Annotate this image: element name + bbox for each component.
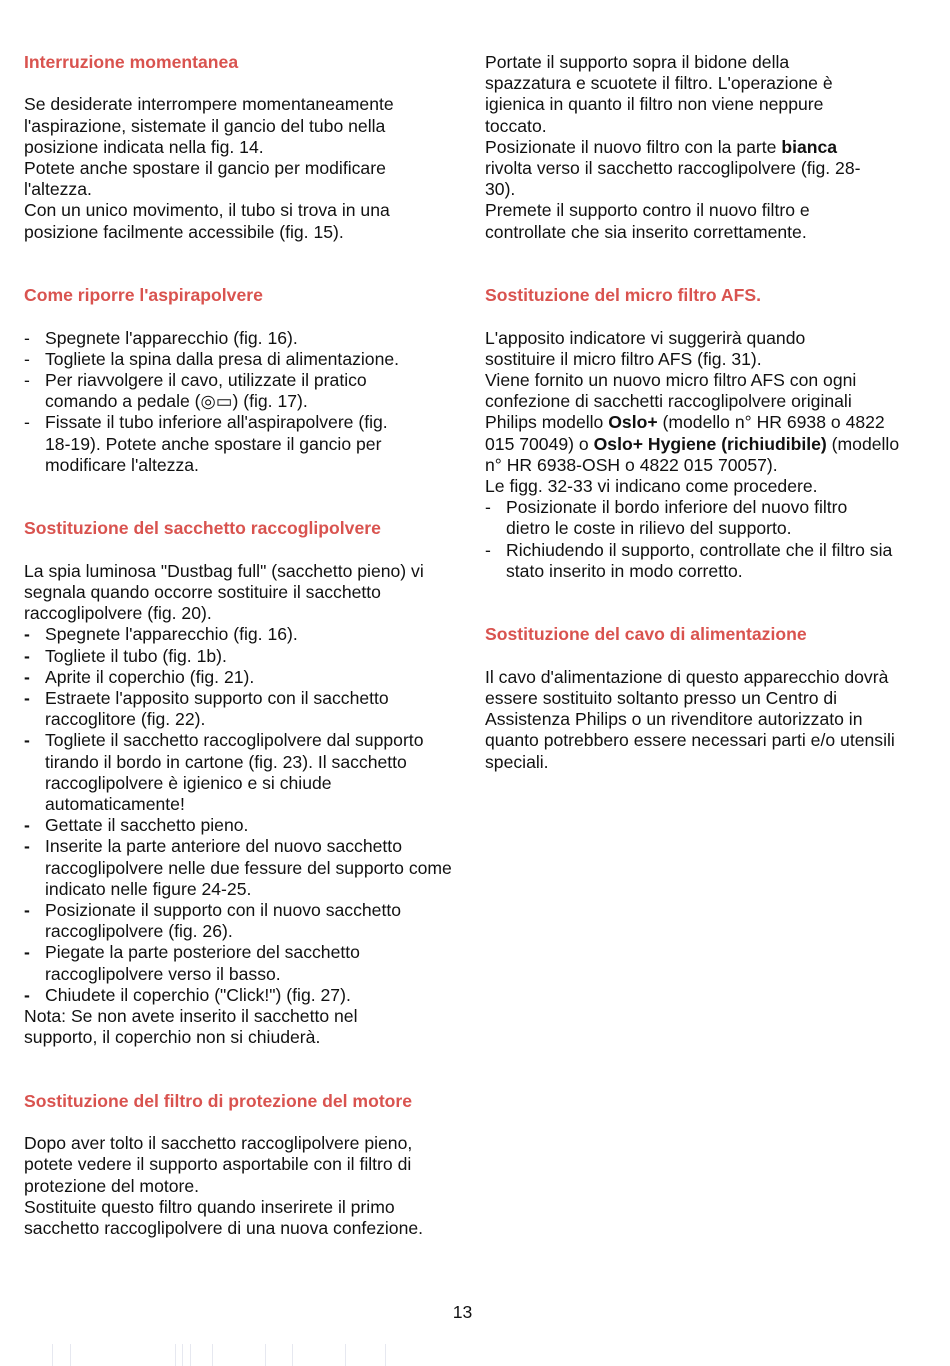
divider <box>292 1344 293 1366</box>
list-item: - Fissate il tubo inferiore all'aspirapolvere (fig. 18-19). Potete anche spostare il gancio per modificare l'altezza. <box>24 412 388 475</box>
list-item: - Gettate il sacchetto pieno. <box>24 815 249 836</box>
list-item: - Aprite il coperchio (fig. 21). <box>24 666 255 687</box>
paragraph: Con un unico movimento, il tubo si trova in una posizione facilmente accessibile (fig. 15). <box>24 200 390 242</box>
heading-filtro-motore: Sostituzione del filtro di protezione del motore <box>24 1090 413 1111</box>
paragraph: L'apposito indicatore vi suggerirà quando sostituire il micro filtro AFS (fig. 31). <box>485 327 806 369</box>
divider <box>212 1344 213 1366</box>
paragraph: Potete anche spostare il gancio per modificare l'altezza. <box>24 158 386 200</box>
divider <box>175 1344 176 1366</box>
divider <box>385 1344 386 1366</box>
paragraph: Portate il supporto sopra il bidone della spazzatura e scuotete il filtro. L'operazione è igienica in quanto il filtro non viene neppure toccato. <box>485 52 833 136</box>
paragraph: Il cavo d'alimentazione di questo apparecchio dovrà essere sostituito soltanto presso un Centro di Assistenza Philips o un rivenditore autorizzato in quanto potrebbero essere necessari parti e/o utensili speciali. <box>485 666 895 772</box>
divider <box>345 1344 346 1366</box>
list-item: - Per riavvolgere il cavo, utilizzate il pratico comando a pedale (◎▭) (fig. 17). <box>24 370 367 412</box>
emphasis: Oslo+ <box>608 412 658 433</box>
paragraph: La spia luminosa "Dustbag full" (sacchetto pieno) vi segnala quando occorre sostituire il sacchetto raccoglipolvere (fig. 20). <box>24 560 424 624</box>
list-item: - Piegate la parte posteriore del sacchetto raccoglipolvere verso il basso. <box>24 942 360 984</box>
divider <box>70 1344 71 1366</box>
note: Nota: Se non avete inserito il sacchetto nel supporto, il coperchio non si chiuderà. <box>24 1006 358 1048</box>
emphasis: bianca <box>781 136 838 157</box>
heading-micro-filtro: Sostituzione del micro filtro AFS. <box>485 285 761 306</box>
list-item: - Spegnete l'apparecchio (fig. 16). <box>24 327 298 348</box>
heading-sacchetto: Sostituzione del sacchetto raccoglipolvere <box>24 518 381 539</box>
list <box>485 497 895 582</box>
heading-riporre: Come riporre l'aspirapolvere <box>24 285 263 306</box>
divider <box>265 1344 266 1366</box>
heading-cavo: Sostituzione del cavo di alimentazione <box>485 624 807 645</box>
paragraph: Sostituite questo filtro quando inserirete il primo sacchetto raccoglipolvere di una nuova confezione. <box>24 1196 424 1239</box>
paragraph: Premete il supporto contro il nuovo filtro e controllate che sia inserito correttamente. <box>485 200 810 242</box>
emphasis: Oslo+ Hygiene (richiudibile) <box>593 433 827 454</box>
list-item: - Togliete il tubo (fig. 1b). <box>24 645 227 666</box>
divider <box>52 1344 53 1366</box>
list-item: - Posizionate il supporto con il nuovo sacchetto raccoglipolvere (fig. 26). <box>24 900 401 942</box>
page-number: 13 <box>452 1302 473 1322</box>
paragraph: Le figg. 32-33 vi indicano come procedere. <box>485 476 818 497</box>
paragraph: Dopo aver tolto il sacchetto raccoglipolvere pieno, potete vedere il supporto asportabile con il filtro di protezione del motore. <box>24 1133 413 1196</box>
list <box>24 624 452 1006</box>
list-item: - Richiudendo il supporto, controllate che il filtro sia stato inserito in modo corretto. <box>485 539 893 581</box>
list-item: - Togliete il sacchetto raccoglipolvere dal supporto tirando il bordo in cartone (fig. 23). Il sacchetto raccoglipolvere è igienico e si chiude automaticamente! <box>24 730 424 815</box>
paragraph: Viene fornito un nuovo micro filtro AFS con ogni confezione di sacchetti raccoglipolvere originali Philips modello Oslo+ (modello n° HR 6938 o 4822 015 70049) o Oslo+ Hygiene (richiudibile) (modello n° HR 6938-OSH o 4822 015 70057). <box>485 370 900 475</box>
list-item: - Spegnete l'apparecchio (fig. 16). <box>24 624 298 645</box>
right-column <box>485 52 925 773</box>
list-item: - Estraete l'apposito supporto con il sacchetto raccoglitore (fig. 22). <box>24 688 389 730</box>
list-item: - Inserite la parte anteriore del nuovo sacchetto raccoglipolvere nelle due fessure del supporto come indicato nelle figure 24-25. <box>24 836 452 899</box>
paragraph: Se desiderate interrompere momentaneamente l'aspirazione, sistemate il gancio del tubo nella posizione indicata nella fig. 14. <box>24 94 394 157</box>
list-item: - Posizionate il bordo inferiore del nuovo filtro dietro le coste in rilievo del supporto. <box>485 497 848 539</box>
paragraph: Posizionate il nuovo filtro con la parte bianca rivolta verso il sacchetto raccoglipolvere (fig. 28-30). <box>485 136 861 200</box>
divider <box>182 1344 183 1366</box>
heading-interruzione: Interruzione momentanea <box>24 52 239 72</box>
left-column <box>24 52 454 1239</box>
list-item: - Chiudete il coperchio ("Click!") (fig. 27). <box>24 984 351 1005</box>
list <box>24 328 434 476</box>
list-item: - Togliete la spina dalla presa di alimentazione. <box>24 348 400 369</box>
divider <box>190 1344 191 1366</box>
scan-artifacts <box>0 1344 950 1366</box>
